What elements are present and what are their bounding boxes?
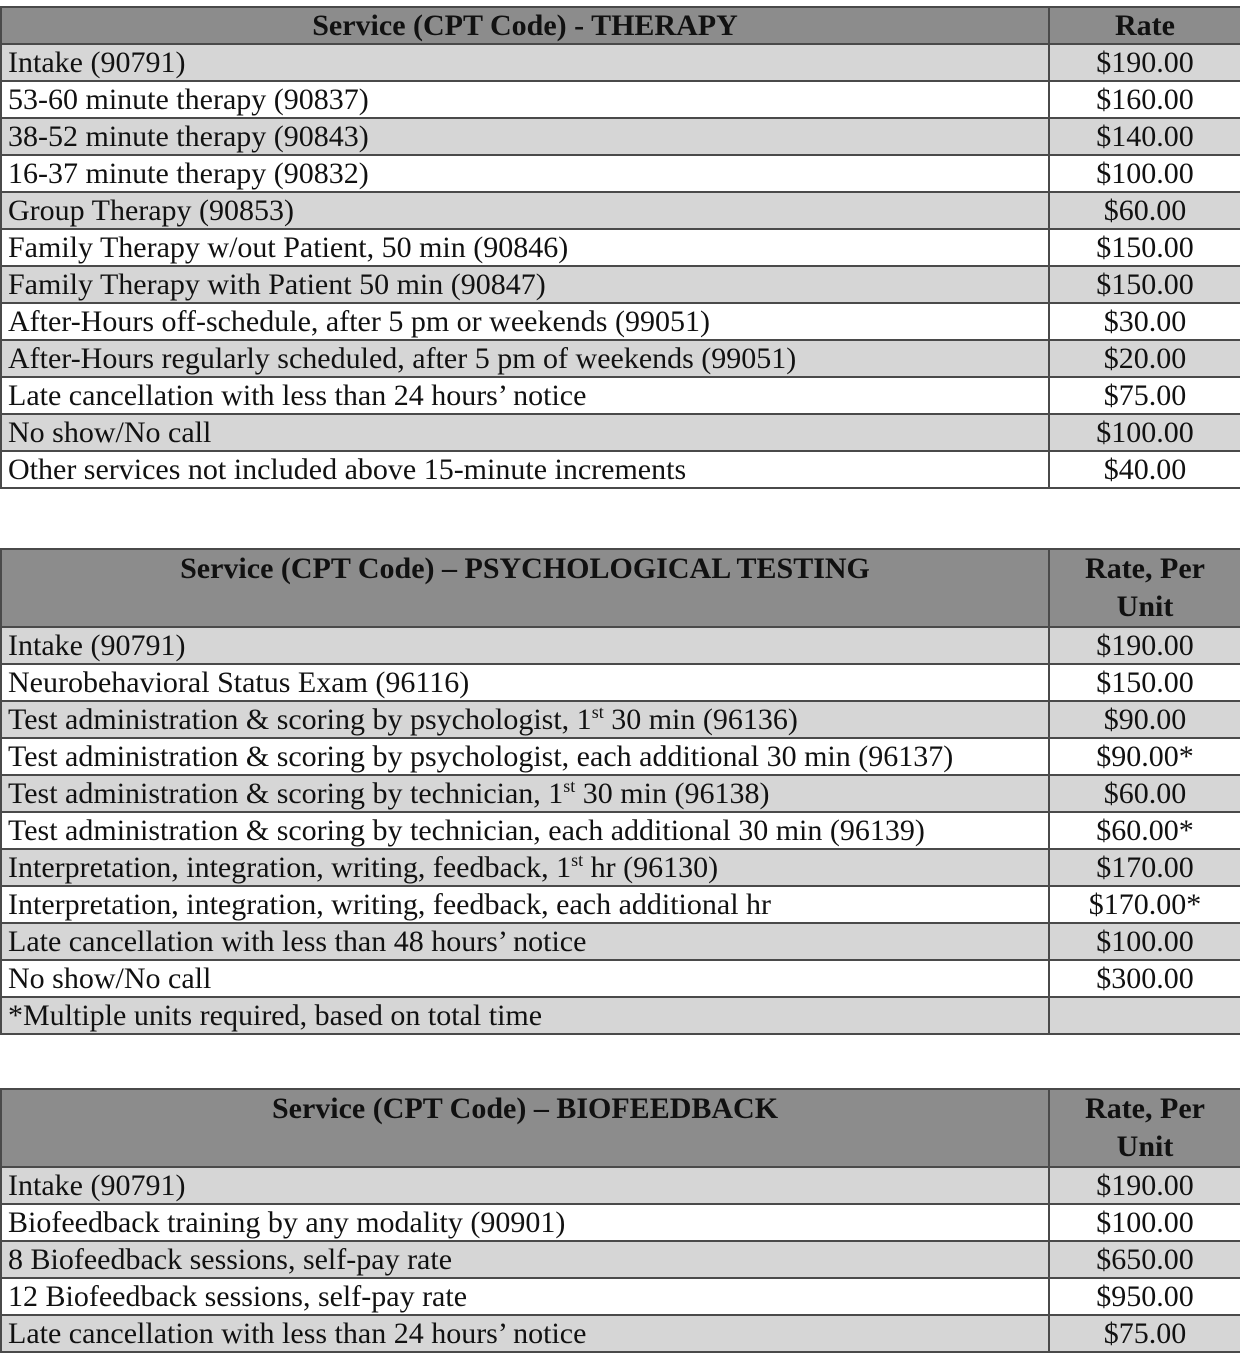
- rate-cell: $950.00: [1049, 1278, 1240, 1315]
- rate-cell: $100.00: [1049, 414, 1240, 451]
- rate-column-header: Rate: [1049, 7, 1240, 44]
- service-cell: Family Therapy w/out Patient, 50 min (90846): [1, 229, 1049, 266]
- table-row: [1, 414, 1240, 451]
- rate-cell: $60.00: [1049, 775, 1240, 812]
- service-cell: Late cancellation with less than 24 hours’ notice: [1, 377, 1049, 414]
- table-row: [1, 229, 1240, 266]
- table-header-row: [1, 1089, 1240, 1167]
- service-cell: After-Hours regularly scheduled, after 5 pm of weekends (99051): [1, 340, 1049, 377]
- rate-cell: $30.00: [1049, 303, 1240, 340]
- service-column-header: Service (CPT Code) – PSYCHOLOGICAL TESTING: [1, 549, 1049, 627]
- table-header-row: [1, 7, 1240, 44]
- table-row: [1, 627, 1240, 664]
- rate-cell: $140.00: [1049, 118, 1240, 155]
- table-row: [1, 81, 1240, 118]
- rate-cell: $60.00: [1049, 192, 1240, 229]
- ordinal-superscript: st: [571, 850, 584, 870]
- rate-cell: $150.00: [1049, 229, 1240, 266]
- rate-cell: $100.00: [1049, 155, 1240, 192]
- rate-cell: $75.00: [1049, 1315, 1240, 1352]
- service-cell: Group Therapy (90853): [1, 192, 1049, 229]
- table-row: [1, 960, 1240, 997]
- ordinal-superscript: st: [591, 702, 604, 722]
- service-cell: Interpretation, integration, writing, feedback, each additional hr: [1, 886, 1049, 923]
- table-row: [1, 701, 1240, 738]
- service-cell: [1, 775, 1049, 812]
- table-row: [1, 1204, 1240, 1241]
- rate-cell: $170.00: [1049, 849, 1240, 886]
- service-column-header: Service (CPT Code) - THERAPY: [1, 7, 1049, 44]
- service-cell: After-Hours off-schedule, after 5 pm or weekends (99051): [1, 303, 1049, 340]
- table-row: [1, 923, 1240, 960]
- service-cell: 16-37 minute therapy (90832): [1, 155, 1049, 192]
- service-cell: [1, 849, 1049, 886]
- table-row: [1, 192, 1240, 229]
- table-row: [1, 1167, 1240, 1204]
- service-cell: Intake (90791): [1, 627, 1049, 664]
- rate-cell: $40.00: [1049, 451, 1240, 488]
- service-cell: 53-60 minute therapy (90837): [1, 81, 1049, 118]
- table-row: [1, 849, 1240, 886]
- table-row: [1, 340, 1240, 377]
- service-cell: Test administration & scoring by psychologist, each additional 30 min (96137): [1, 738, 1049, 775]
- rate-cell: $150.00: [1049, 664, 1240, 701]
- rate-cell: $150.00: [1049, 266, 1240, 303]
- service-cell: Intake (90791): [1, 44, 1049, 81]
- rate-cell: $650.00: [1049, 1241, 1240, 1278]
- biofeedback-fee-table: [0, 1088, 1240, 1353]
- rate-cell: $190.00: [1049, 1167, 1240, 1204]
- service-cell: *Multiple units required, based on total time: [1, 997, 1049, 1034]
- table-row: [1, 1241, 1240, 1278]
- service-cell: Late cancellation with less than 24 hours’ notice: [1, 1315, 1049, 1352]
- table-row: [1, 118, 1240, 155]
- service-text: Test administration & scoring by technician, 1: [8, 777, 564, 810]
- rate-cell: $100.00: [1049, 1204, 1240, 1241]
- rate-column-header: Rate, Per Unit: [1049, 549, 1240, 627]
- table-header-row: [1, 549, 1240, 627]
- table-row: [1, 303, 1240, 340]
- table-row: [1, 377, 1240, 414]
- rate-cell: $170.00*: [1049, 886, 1240, 923]
- rate-cell: $190.00: [1049, 627, 1240, 664]
- service-cell: No show/No call: [1, 414, 1049, 451]
- service-cell: 12 Biofeedback sessions, self-pay rate: [1, 1278, 1049, 1315]
- rate-column-header: Rate, Per Unit: [1049, 1089, 1240, 1167]
- service-cell: Neurobehavioral Status Exam (96116): [1, 664, 1049, 701]
- rate-cell: $190.00: [1049, 44, 1240, 81]
- service-text: Interpretation, integration, writing, feedback, 1: [8, 851, 572, 884]
- service-text-suffix: 30 min (96138): [575, 777, 770, 810]
- rate-cell: [1049, 997, 1240, 1034]
- service-cell: Other services not included above 15-minute increments: [1, 451, 1049, 488]
- rate-cell: $60.00*: [1049, 812, 1240, 849]
- service-cell: Intake (90791): [1, 1167, 1049, 1204]
- service-cell: Biofeedback training by any modality (90901): [1, 1204, 1049, 1241]
- ordinal-superscript: st: [563, 776, 576, 796]
- table-row: [1, 44, 1240, 81]
- service-cell: [1, 701, 1049, 738]
- table-row: [1, 886, 1240, 923]
- rate-cell: $20.00: [1049, 340, 1240, 377]
- rate-cell: $75.00: [1049, 377, 1240, 414]
- table-row: [1, 812, 1240, 849]
- psychological-testing-fee-table: [0, 548, 1240, 1035]
- service-cell: Late cancellation with less than 48 hours’ notice: [1, 923, 1049, 960]
- rate-cell: $90.00*: [1049, 738, 1240, 775]
- table-row: [1, 664, 1240, 701]
- service-cell: Test administration & scoring by technician, each additional 30 min (96139): [1, 812, 1049, 849]
- service-column-header: Service (CPT Code) – BIOFEEDBACK: [1, 1089, 1049, 1167]
- table-row: [1, 775, 1240, 812]
- table-row: [1, 738, 1240, 775]
- table-row: [1, 997, 1240, 1034]
- table-row: [1, 266, 1240, 303]
- service-text-suffix: hr (96130): [583, 851, 719, 884]
- table-row: [1, 451, 1240, 488]
- rate-cell: $100.00: [1049, 923, 1240, 960]
- rate-cell: $90.00: [1049, 701, 1240, 738]
- service-text: Test administration & scoring by psychologist, 1: [8, 703, 592, 736]
- service-text-suffix: 30 min (96136): [603, 703, 798, 736]
- service-cell: No show/No call: [1, 960, 1049, 997]
- rate-cell: $300.00: [1049, 960, 1240, 997]
- service-cell: Family Therapy with Patient 50 min (90847): [1, 266, 1049, 303]
- table-row: [1, 1315, 1240, 1352]
- therapy-fee-table: [0, 6, 1240, 489]
- service-cell: 38-52 minute therapy (90843): [1, 118, 1049, 155]
- table-row: [1, 155, 1240, 192]
- rate-cell: $160.00: [1049, 81, 1240, 118]
- table-row: [1, 1278, 1240, 1315]
- service-cell: 8 Biofeedback sessions, self-pay rate: [1, 1241, 1049, 1278]
